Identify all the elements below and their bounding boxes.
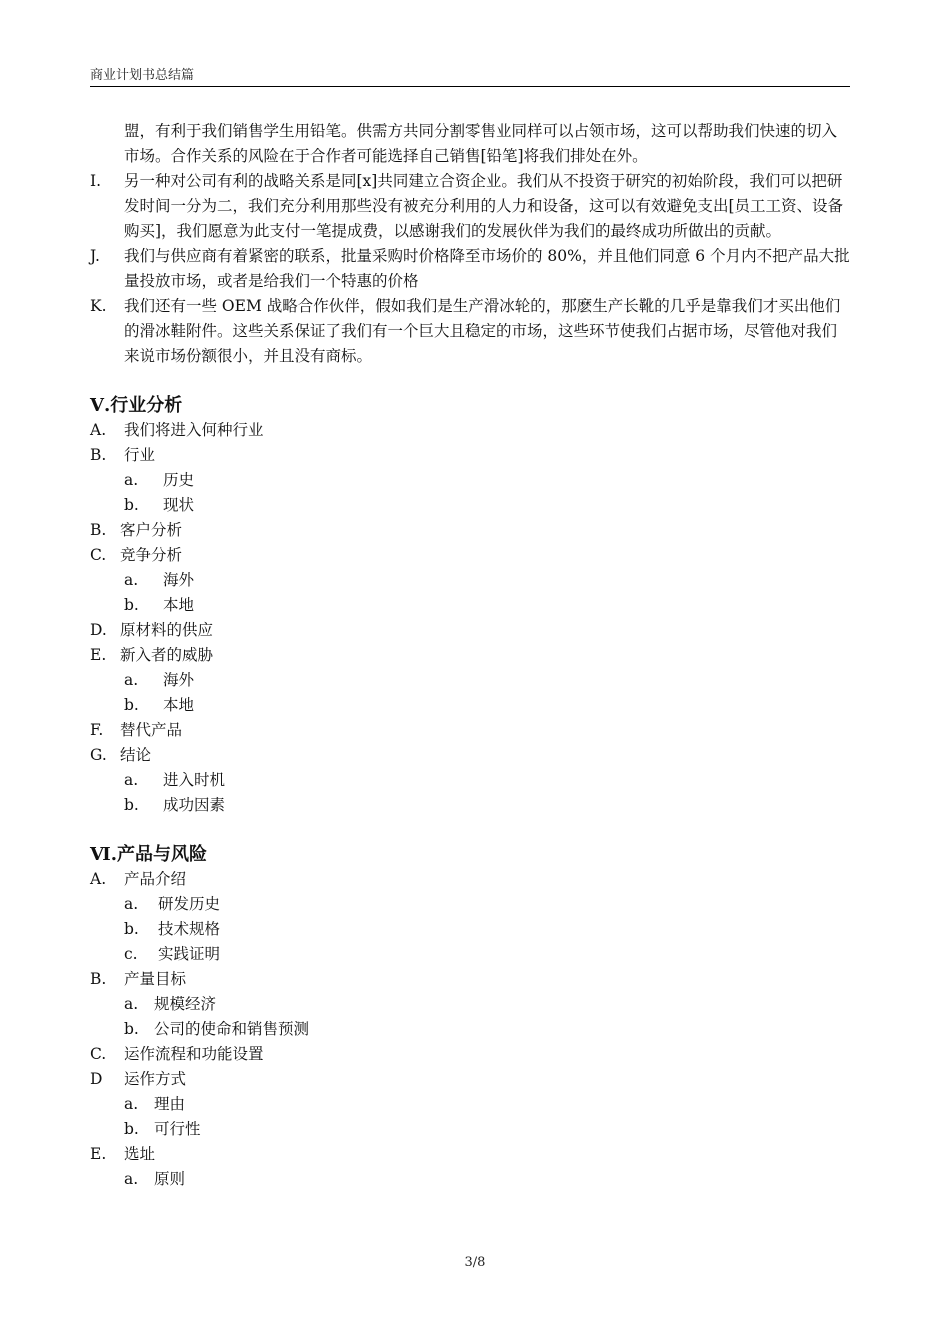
outline-marker: A. xyxy=(90,421,107,439)
section-gap xyxy=(90,369,850,393)
outline-row xyxy=(90,1142,850,1167)
outline-text: 我们将进入何种行业 xyxy=(124,421,264,439)
outline-text: 研发历史 xyxy=(158,895,221,913)
outline-row xyxy=(90,643,850,668)
outline-subrow xyxy=(90,917,850,942)
list-marker: I. xyxy=(90,172,102,190)
outline-row xyxy=(90,1042,850,1067)
outline-text: 技术规格 xyxy=(158,920,221,938)
outline-marker: E. xyxy=(90,1145,107,1163)
page-header: 商业计划书总结篇 xyxy=(90,64,850,87)
list-item-k xyxy=(90,294,850,369)
outline-row xyxy=(90,543,850,568)
outline-row xyxy=(90,1067,850,1092)
outline-marker: a. xyxy=(124,471,139,489)
outline-text: 现状 xyxy=(163,496,195,514)
document-body xyxy=(90,119,850,1192)
outline-text: 可行性 xyxy=(154,1120,201,1138)
outline-text: 本地 xyxy=(163,596,195,614)
outline-text: 替代产品 xyxy=(120,721,183,739)
outline-row xyxy=(90,967,850,992)
list-item-text: 另一种对公司有利的战略关系是同[x]共同建立合资企业。我们从不投资于研究的初始阶段，我们可以把研发时间一分为二，我们充分利用那些没有被充分利用的人力和设备，这可以有效避免支出[员工工资、设备购买]，我们愿意为此支付一笔提成费，以感谢我们的发展伙伴为我们的最终成功所做出的贡献。 xyxy=(124,172,844,240)
outline-text: 规模经济 xyxy=(154,995,217,1013)
page-number: 3/8 xyxy=(464,1255,486,1270)
outline-row xyxy=(90,443,850,468)
outline-marker: a. xyxy=(124,571,139,589)
outline-text: 进入时机 xyxy=(163,771,226,789)
outline-marker: B. xyxy=(90,970,107,988)
outline-subrow xyxy=(90,468,850,493)
outline-text: 运作方式 xyxy=(124,1070,187,1088)
outline-marker: G. xyxy=(90,746,107,764)
continuation-paragraph: 盟，有利于我们销售学生用铅笔。供需方共同分割零售业同样可以占领市场，这可以帮助我们快速的切入市场。合作关系的风险在于合作者可能选择自己销售[铅笔]将我们排处在外。 xyxy=(124,122,838,165)
outline-subrow xyxy=(90,793,850,818)
outline-subrow xyxy=(90,693,850,718)
outline-marker: b. xyxy=(124,796,139,814)
outline-marker: B. xyxy=(90,446,107,464)
outline-marker: b. xyxy=(124,1020,139,1038)
outline-subrow xyxy=(90,1092,850,1117)
outline-marker: b. xyxy=(124,696,139,714)
outline-text: 产量目标 xyxy=(124,970,187,988)
outline-text: 原材料的供应 xyxy=(120,621,214,639)
outline-text: 运作流程和功能设置 xyxy=(124,1045,264,1063)
section-gap xyxy=(90,818,850,842)
outline-subrow xyxy=(90,992,850,1017)
outline-row xyxy=(90,743,850,768)
list-item-j xyxy=(90,244,850,294)
outline-text: 客户分析 xyxy=(120,521,183,539)
outline-subrow xyxy=(90,593,850,618)
outline-marker: a. xyxy=(124,771,139,789)
outline-subrow xyxy=(90,1167,850,1192)
outline-marker: D. xyxy=(90,621,107,639)
outline-text: 新入者的威胁 xyxy=(120,646,214,664)
outline-text: 竞争分析 xyxy=(120,546,183,564)
outline-text: 行业 xyxy=(124,446,156,464)
outline-marker: c. xyxy=(124,945,138,963)
outline-row xyxy=(90,518,850,543)
outline-marker: a. xyxy=(124,1170,139,1188)
outline-row xyxy=(90,418,850,443)
outline-text: 原则 xyxy=(154,1170,186,1188)
outline-marker: a. xyxy=(124,1095,139,1113)
outline-subrow xyxy=(90,568,850,593)
outline-marker: a. xyxy=(124,995,139,1013)
outline-subrow xyxy=(90,892,850,917)
outline-marker: C. xyxy=(90,1045,107,1063)
outline-row xyxy=(90,618,850,643)
outline-text: 理由 xyxy=(154,1095,186,1113)
outline-marker: b. xyxy=(124,496,139,514)
section-6-heading: Ⅵ.产品与风险 xyxy=(90,844,207,865)
outline-text: 历史 xyxy=(163,471,195,489)
outline-text: 成功因素 xyxy=(163,796,226,814)
outline-text: 本地 xyxy=(163,696,195,714)
outline-marker: E. xyxy=(90,646,107,664)
outline-subrow xyxy=(90,668,850,693)
outline-text: 产品介绍 xyxy=(124,870,187,888)
outline-marker: A. xyxy=(90,870,107,888)
outline-subrow xyxy=(90,1017,850,1042)
outline-marker: a. xyxy=(124,895,139,913)
outline-marker: B. xyxy=(90,521,107,539)
list-item-text: 我们还有一些 OEM 战略合作伙伴，假如我们是生产滑冰轮的，那麽生产长靴的几乎是靠我们才买出他们的滑冰鞋附件。这些关系保证了我们有一个巨大且稳定的市场，这些环节使我们占据市场，尽管他对我们来说市场份额很小，并且没有商标。 xyxy=(124,297,841,365)
outline-text: 海外 xyxy=(163,671,195,689)
list-item-i xyxy=(90,169,850,244)
outline-marker: F. xyxy=(90,721,104,739)
outline-text: 公司的使命和销售预测 xyxy=(154,1020,310,1038)
outline-subrow xyxy=(90,942,850,967)
outline-marker: C. xyxy=(90,546,107,564)
list-item-text: 我们与供应商有着紧密的联系，批量采购时价格降至市场价的 80%，并且他们同意 6 个月内不把产品大批量投放市场，或者是给我们一个特惠的价格 xyxy=(124,247,850,290)
outline-subrow xyxy=(90,1117,850,1142)
outline-text: 实践证明 xyxy=(158,945,221,963)
outline-marker: b. xyxy=(124,1120,139,1138)
outline-text: 海外 xyxy=(163,571,195,589)
outline-text: 结论 xyxy=(120,746,152,764)
section-5-heading: Ⅴ.行业分析 xyxy=(90,395,183,416)
outline-row xyxy=(90,867,850,892)
list-marker: K. xyxy=(90,297,107,315)
outline-row xyxy=(90,718,850,743)
outline-text: 选址 xyxy=(124,1145,156,1163)
outline-marker: b. xyxy=(124,920,139,938)
outline-subrow xyxy=(90,493,850,518)
outline-subrow xyxy=(90,768,850,793)
list-marker: J. xyxy=(90,247,100,265)
outline-marker: D xyxy=(90,1070,103,1088)
outline-marker: b. xyxy=(124,596,139,614)
outline-marker: a. xyxy=(124,671,139,689)
